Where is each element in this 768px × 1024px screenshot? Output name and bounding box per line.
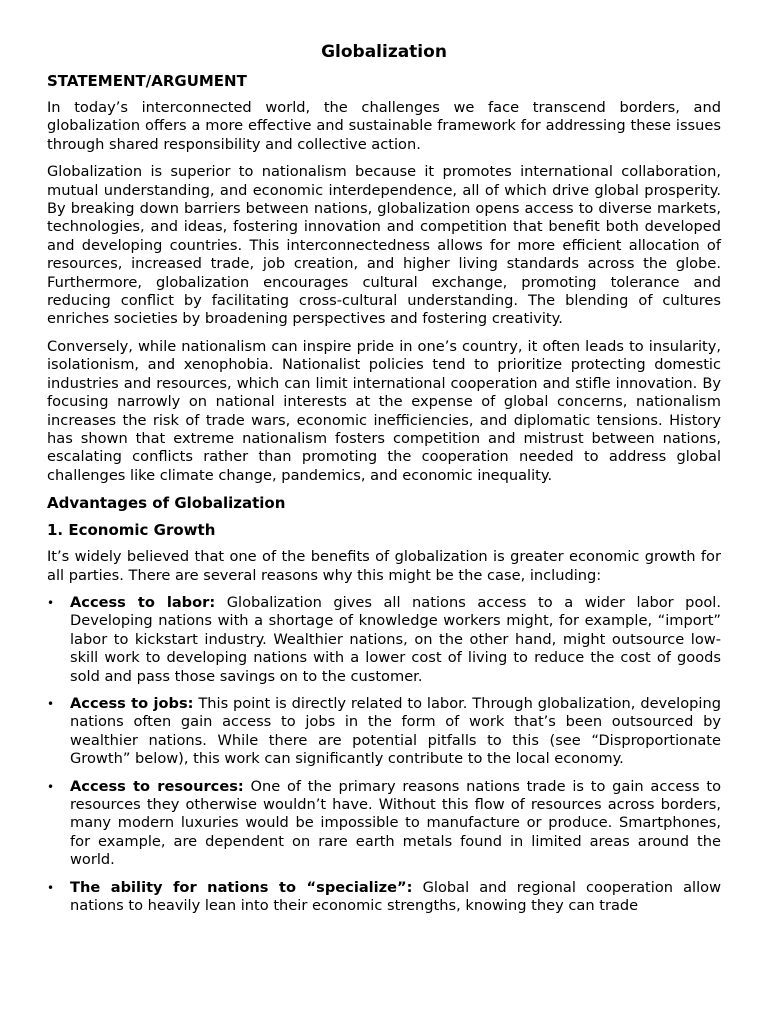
advantages-list <box>47 594 721 916</box>
bullet-icon: • <box>47 779 55 794</box>
bullet-icon: • <box>47 880 55 895</box>
economic-growth-heading: 1. Economic Growth <box>47 521 216 540</box>
bullet-term: Access to labor: <box>70 593 216 611</box>
bullet-icon: • <box>47 595 55 610</box>
list-item <box>47 594 721 686</box>
list-item <box>47 879 721 916</box>
bullet-term: Access to jobs: <box>70 694 194 712</box>
paragraph-nationalism: Conversely, while nationalism can inspire pride in one’s country, it often leads to insularity, isolationism, and xenophobia. Nationalist policies tend to prioritize protecting domestic industries and resources, which can limit international cooperation and stifle innovation. By focusing narrowly on national interests at the expense of global concerns, nationalism increases the risk of trade wars, economic inefficiencies, and diplomatic tensions. History has shown that extreme nationalism fosters competition and mistrust between nations, escalating conflicts rather than promoting the cooperation needed to address global challenges like climate change, pandemics, and economic inequality. <box>47 337 721 484</box>
advantages-heading: Advantages of Globalization <box>47 494 286 513</box>
bullet-term: The ability for nations to “specialize”: <box>70 878 413 896</box>
bullet-text: Globalization gives all nations access to a wider labor pool. Developing nations with a shortage of knowledge workers might, for example, “import” labor to kickstart industry. Wealthier nations, on the other hand, might outsource low-skill work to developing nations with a lower cost of living to reduce the cost of goods sold and pass those savings on to the customer. <box>70 593 721 685</box>
bullet-term: Access to resources: <box>70 777 244 795</box>
list-item <box>47 695 721 769</box>
paragraph-intro: In today’s interconnected world, the challenges we face transcend borders, and globalization offers a more effective and sustainable framework for addressing these issues through shared responsibility and collective action. <box>47 99 721 153</box>
list-item <box>47 778 721 870</box>
bullet-text: This point is directly related to labor. Through globalization, developing nations often gain access to jobs in the form of work that’s been outsourced by wealthier nations. While there are potential pitfalls to this (see “Disproportionate Growth” below), this work can significantly contribute to the local economy. <box>70 694 721 768</box>
bullet-text: Global and regional cooperation allow nations to heavily lean into their economic strengths, knowing they can trade <box>70 878 722 915</box>
bullet-icon: • <box>47 696 55 711</box>
bullet-text: One of the primary reasons nations trade is to gain access to resources they otherwise wouldn’t have. Without this flow of resources across borders, many modern luxuries would be impossible to manufacture or produce. Smartphones, for example, are dependent on rare earth metals found in limited areas around the world. <box>70 777 721 869</box>
section-heading: STATEMENT/ARGUMENT <box>47 72 247 90</box>
economic-growth-intro: It’s widely believed that one of the benefits of globalization is greater economic growth for all parties. There are several reasons why this might be the case, including: <box>47 548 721 584</box>
document-title: Globalization <box>321 42 447 62</box>
paragraph-globalization: Globalization is superior to nationalism because it promotes international collaboration, mutual understanding, and economic interdependence, all of which drive global prosperity. By breaking down barriers between nations, globalization opens access to diverse markets, technologies, and ideas, fostering innovation and competition that benefit both developed and developing countries. This interconnectedness allows for more efficient allocation of resources, increased trade, job creation, and higher living standards across the globe. Furthermore, globalization encourages cultural exchange, promoting tolerance and reducing conflict by facilitating cross-cultural understanding. The blending of cultures enriches societies by broadening perspectives and fostering creativity. <box>47 163 721 328</box>
